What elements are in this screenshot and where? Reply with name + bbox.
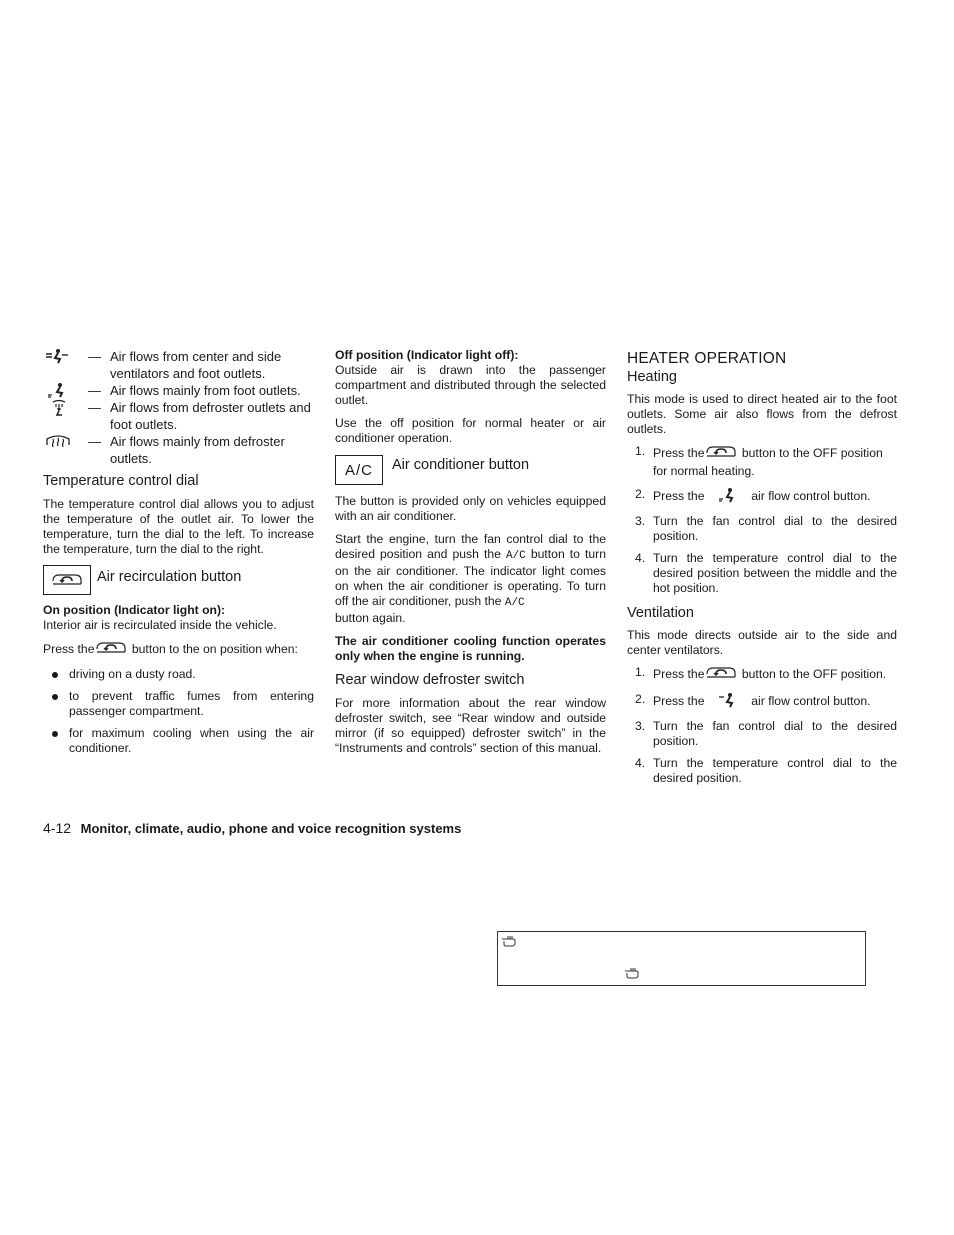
list-item: 4. Turn the temperature control dial to the desired position between the middle and the hot position.	[635, 551, 897, 595]
list-item: 1. Press the button to the OFF position for normal heating.	[635, 444, 883, 478]
recirc-off-use: Use the off position for normal heater or air conditioner operation.	[335, 416, 606, 445]
dash: —	[88, 434, 101, 449]
recirc-on-title: On position (Indicator light on):	[43, 603, 226, 617]
vent-icon	[718, 692, 738, 712]
foot-icon	[45, 382, 69, 399]
rear-defrost-heading: Rear window defroster switch	[335, 672, 525, 688]
list-item: 2. Press the air flow control button.	[627, 692, 897, 712]
heating-intro: This mode is used to direct heated air to the foot outlets. Some air also flows from the defrost outlets.	[627, 392, 897, 436]
list-item: 4. Turn the temperature control dial to the desired position.	[635, 756, 897, 785]
recirc-heading: Air recirculation button	[97, 569, 242, 585]
rear-defrost-body: For more information about the rear window defroster switch, see “Rear window and outside mirror (if so equipped) defroster switch” in the “Instruments and controls” section of this manual.	[335, 696, 606, 755]
ventilation-intro: This mode directs outside air to the side and center ventilators.	[627, 628, 897, 657]
heating-heading: Heating	[627, 369, 677, 385]
press-pre: Press the	[43, 642, 95, 657]
recirc-off-title: Off position (Indicator light off):	[335, 348, 519, 362]
dash: —	[88, 383, 101, 398]
list-item: for maximum cooling when using the air conditioner.	[43, 726, 314, 756]
ventilation-heading: Ventilation	[627, 605, 694, 621]
column-middle	[335, 348, 606, 756]
pointing-hand-icon	[624, 966, 644, 985]
section-title: Monitor, climate, audio, phone and voice recognition systems	[80, 821, 462, 836]
airflow-mode-text: Air flows mainly from defroster outlets.	[110, 434, 285, 466]
list-item: to prevent traffic fumes from entering passenger compartment.	[43, 689, 314, 719]
column-right	[627, 348, 897, 786]
dash: —	[88, 400, 101, 415]
recirc-button-heading-row	[43, 565, 314, 595]
page-footer	[43, 820, 461, 837]
ac-button-illustration: A/C	[335, 455, 383, 485]
list-item: 3. Turn the fan control dial to the desired position.	[635, 719, 897, 748]
airflow-mode-item	[43, 382, 314, 399]
recirc-icon	[704, 444, 738, 464]
recirc-icon	[704, 665, 738, 685]
airflow-mode-item	[43, 348, 314, 382]
recirc-press-line	[43, 640, 314, 660]
ventilation-steps	[627, 665, 897, 786]
list-item: 2. Press the air flow control button.	[627, 487, 897, 507]
airflow-mode-list	[43, 348, 314, 467]
recirc-on-body: Interior air is recirculated inside the vehicle.	[43, 618, 277, 632]
defrost-icon	[45, 433, 71, 450]
airflow-mode-item	[43, 399, 314, 433]
vent-foot-icon	[45, 348, 69, 365]
recirc-button-illustration	[43, 565, 91, 595]
reference-box	[497, 931, 866, 986]
temp-dial-body: The temperature control dial allows you to adjust the temperature of the outlet air. To lower the temperature, turn the dial to the left. To increase the temperature, turn the dial to the right.	[43, 497, 314, 556]
column-left	[43, 348, 314, 756]
list-item: driving on a dusty road.	[43, 667, 314, 682]
dash: —	[88, 349, 101, 364]
pointing-hand-icon	[501, 934, 521, 953]
page-number: 4-12	[43, 820, 72, 836]
airflow-mode-text: Air flows from center and side ventilators and foot outlets.	[110, 349, 282, 381]
ac-heading: Air conditioner button	[392, 457, 530, 473]
heating-steps	[627, 444, 897, 596]
recirc-bullet-list	[43, 667, 314, 756]
ac-button-label: A/C	[504, 597, 525, 609]
recirc-off-body: Outside air is drawn into the passenger compartment and distributed through the selected outlet.	[335, 363, 606, 407]
airflow-mode-text: Air flows mainly from foot outlets.	[110, 383, 301, 398]
list-item: 1. Press the button to the OFF position.	[627, 665, 897, 685]
ac-button-heading-row	[335, 455, 606, 485]
recirc-icon	[50, 572, 84, 588]
ac-button-label: A/C	[505, 550, 526, 562]
ac-provided: The button is provided only on vehicles equipped with an air conditioner.	[335, 494, 606, 523]
airflow-mode-text: Air flows from defroster outlets and foot outlets.	[110, 400, 311, 432]
ac-instructions: Start the engine, turn the fan control dial to the desired position and push the A/C button to turn on the air conditioner. The indicator light comes on when the air conditioner is operating. To turn off the air conditioner, push the A/C button again.	[335, 532, 607, 625]
list-item: 3. Turn the fan control dial to the desired position.	[635, 514, 897, 543]
heater-heading: HEATER OPERATION	[627, 350, 787, 367]
press-post: button to the on position when:	[131, 642, 298, 657]
foot-icon	[718, 487, 738, 507]
temp-dial-heading: Temperature control dial	[43, 473, 199, 489]
recirc-icon	[94, 640, 128, 660]
defrost-foot-icon	[45, 399, 69, 416]
ac-warning: The air conditioner cooling function operates only when the engine is running.	[335, 634, 606, 663]
airflow-mode-item	[43, 433, 314, 467]
